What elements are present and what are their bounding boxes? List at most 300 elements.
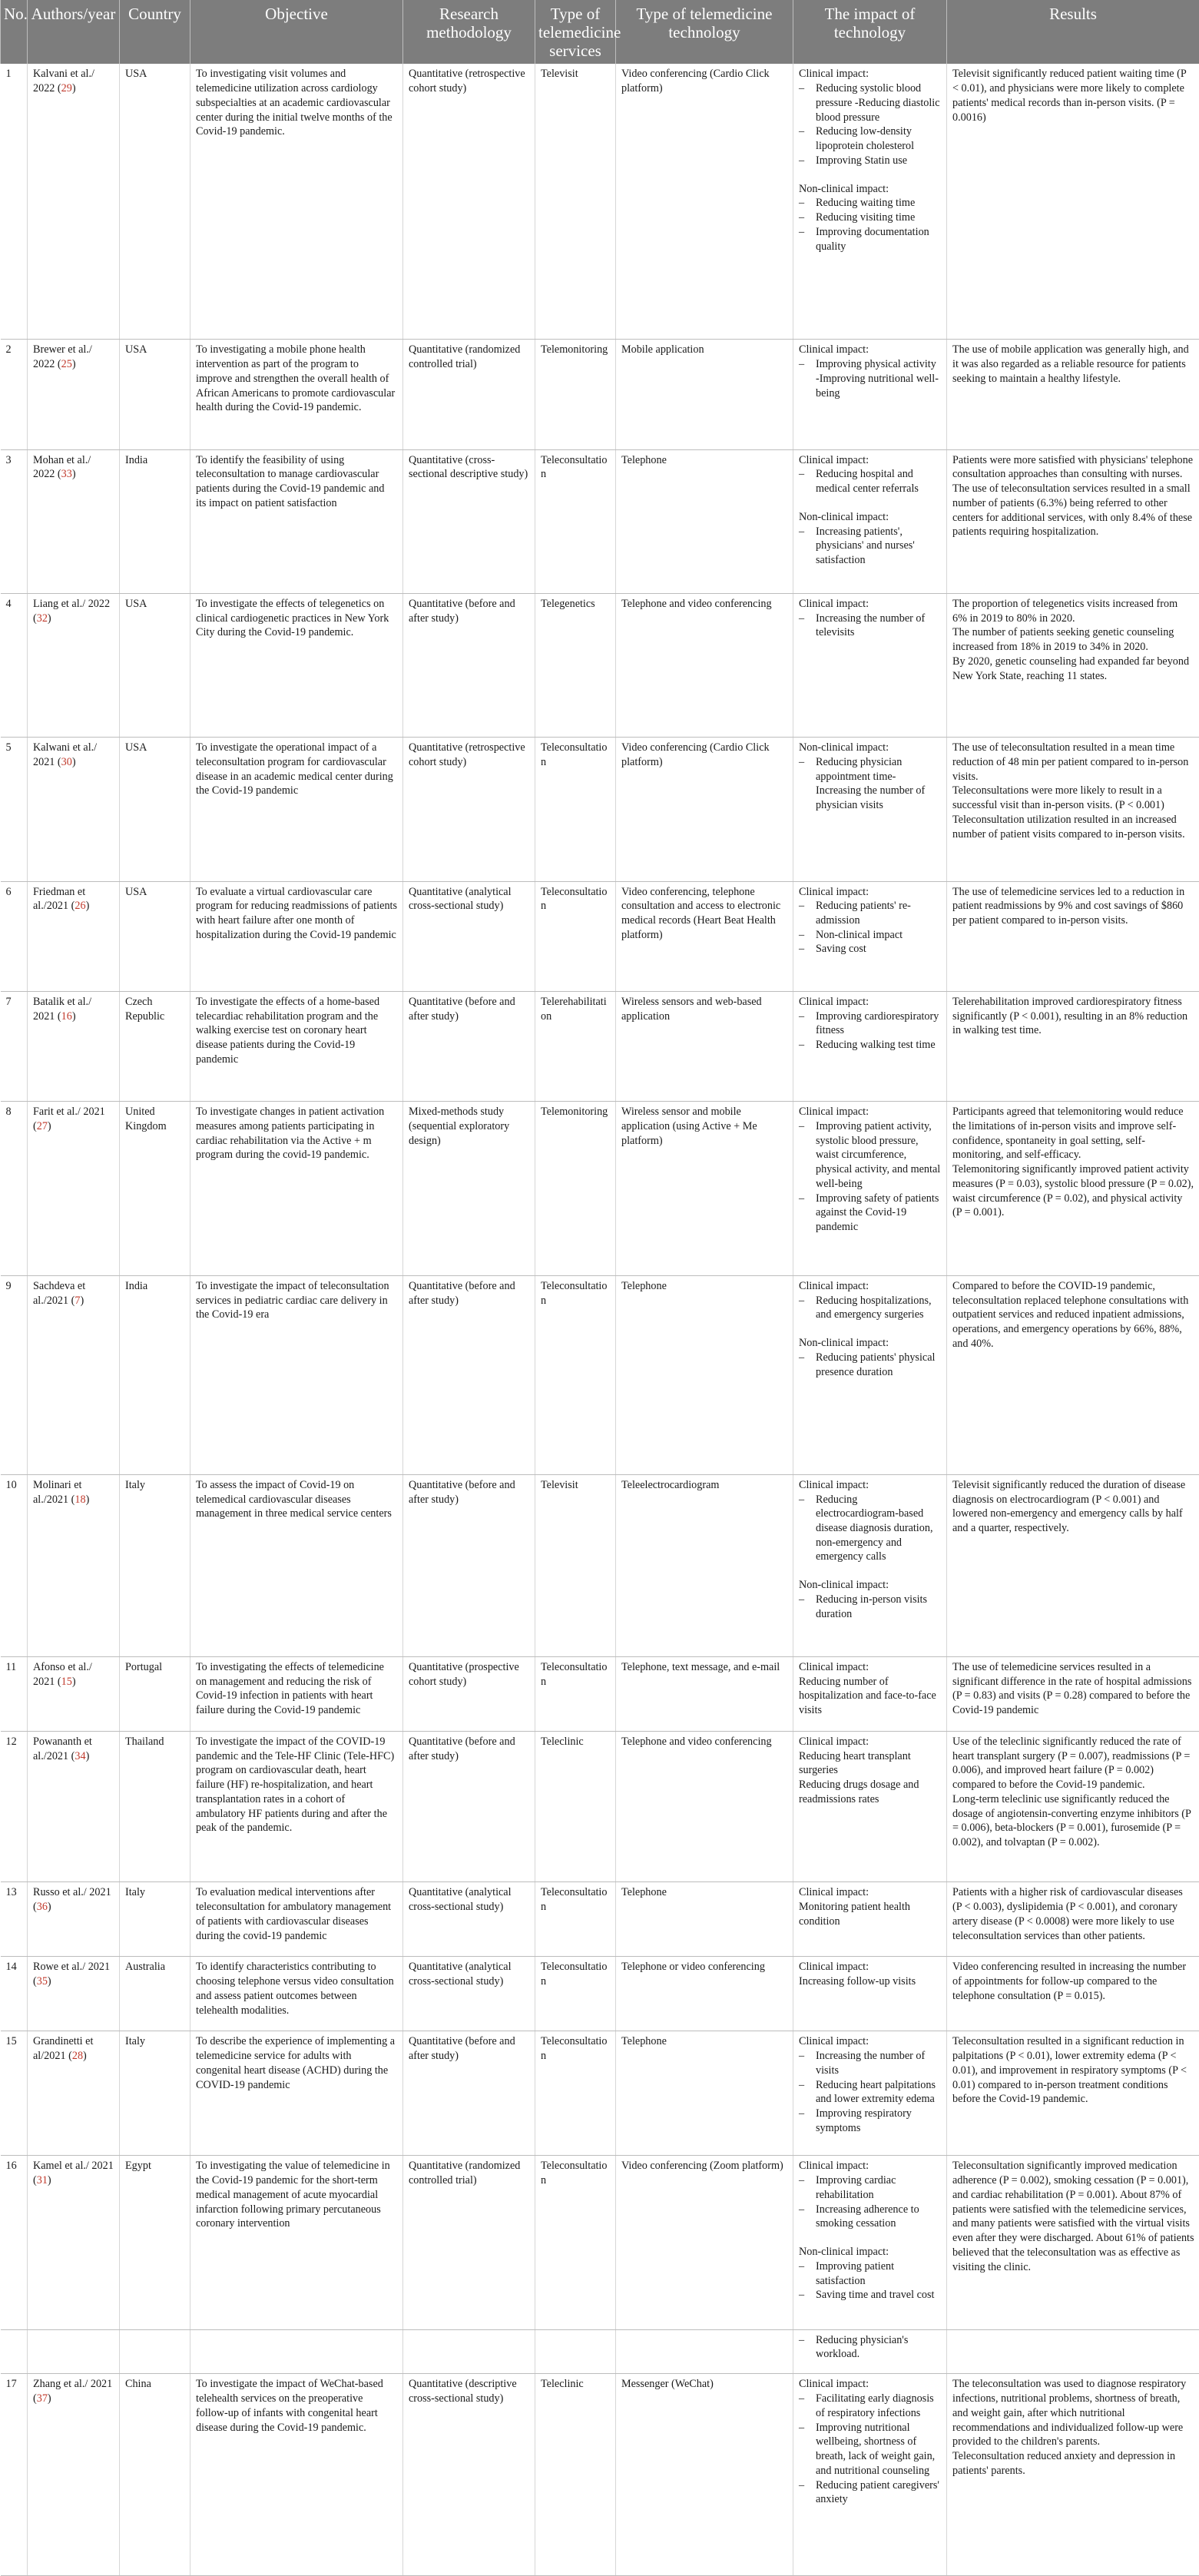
cell-country: Italy <box>120 2031 190 2156</box>
impact-heading: Clinical impact: <box>799 2035 869 2048</box>
cell-methodology: Quantitative (retrospective cohort study) <box>403 738 535 881</box>
table-row <box>1 991 1199 1101</box>
header-research-methodology: Research methodology <box>403 0 535 64</box>
cell-results <box>947 1275 1199 1474</box>
cell-no: 15 <box>1 2031 28 2156</box>
cell-objective: To investigate the effects of telegenetics on clinical cardiogenetic practices in New York City during the Covid-19 pandemic. <box>190 593 403 737</box>
table-header-row <box>1 0 1199 64</box>
cell-technology-type: Video conferencing (Cardio Click platform) <box>616 64 793 339</box>
impact-item: – Reducing visiting time <box>799 211 916 224</box>
impact-list <box>799 755 941 813</box>
reference-link[interactable]: 37 <box>36 2392 48 2405</box>
cell-impact <box>793 2156 947 2329</box>
cell-objective: To identify the feasibility of using teleconsultation to manage cardiovascular patients during the Covid-19 pandemic and its impact on patient satisfaction <box>190 449 403 593</box>
table-row <box>1 1275 1199 1474</box>
impact-item: – Facilitating early diagnosis of respiratory infections <box>799 2392 934 2419</box>
impact-item-text: Reducing patient caregivers' anxiety <box>816 2478 939 2506</box>
impact-list <box>799 1351 941 1379</box>
impact-list <box>799 612 941 640</box>
result-paragraph: Video conferencing resulted in increasing the number of appointments for follow-up compared to the telephone consultation (P = 0.015). <box>952 1961 1187 2002</box>
cell-methodology: Quantitative (before and after study) <box>403 1275 535 1474</box>
cell-objective: To investigating a mobile phone health intervention as part of the program to improve and strengthen the overall health of African Americans to promote cardiovascular health during the Covid-19 pandemic. <box>190 340 403 449</box>
impact-item-text: Reducing waiting time <box>816 197 916 210</box>
header-impact: The impact of technology <box>793 0 947 64</box>
table-row <box>1 1957 1199 2031</box>
impact-item-text: Reducing hospitalizations, and emergency surgeries <box>816 1294 932 1321</box>
cell-objective: To describe the experience of implementing a telemedicine service for adults with congenital heart disease (ACHD) during the COVID-19 pandemic <box>190 2031 403 2156</box>
cell-methodology: Quantitative (before and after study) <box>403 1731 535 1882</box>
table-row <box>1 2031 1199 2156</box>
author-text: Kamel et al./ 2021 <box>33 2160 114 2173</box>
cell-country <box>120 2329 190 2374</box>
cell-objective: To investigate the impact of teleconsultation services in pediatric cardiac care delivery in the Covid-19 era <box>190 1275 403 1474</box>
cell-results <box>947 64 1199 339</box>
impact-list <box>799 1119 941 1235</box>
cell-country: India <box>120 449 190 593</box>
cell-service-type: Teleconsultation <box>535 2031 616 2156</box>
cell-impact <box>793 1474 947 1656</box>
impact-list <box>799 2333 941 2362</box>
cell-objective <box>190 2329 403 2374</box>
impact-item-text: Increasing adherence to smoking cessation <box>816 2203 919 2230</box>
impact-item: – Reducing systolic blood pressure -Reducing diastolic blood pressure <box>799 82 940 124</box>
cell-technology-type: Teleelectrocardiogram <box>616 1474 793 1656</box>
result-paragraph: Telerehabilitation improved cardiorespiratory fitness significantly (P < 0.001), resulting in an 8% reduction in walking test time. <box>952 995 1188 1037</box>
impact-item: – Improving documentation quality <box>799 225 929 253</box>
impact-item: – Improving nutritional wellbeing, shortness of breath, lack of weight gain, and nutritional counseling <box>799 2421 936 2477</box>
result-paragraph: The use of telemedicine services resulted in a significant difference in the rate of hospital admissions (P = 0.83) and visits (P = 0.28) compared to before the Covid-19 pandemic <box>952 1660 1192 1716</box>
impact-item-text: Reducing physician's workload. <box>816 2333 909 2361</box>
result-paragraph: Participants agreed that telemonitoring would reduce the limitations of in-person visits and improve self-confidence, spontaneity in goal setting, self-monitoring, and self-efficacy. <box>952 1106 1184 1162</box>
cell-impact <box>793 2031 947 2156</box>
cell-no: 13 <box>1 1882 28 1957</box>
impact-heading: Non-clinical impact: <box>799 741 889 754</box>
impact-item-text: Reducing heart palpitations and lower extremity edema <box>816 2078 936 2106</box>
result-paragraph: Teleconsultation utilization resulted in an increased number of patient visits compared to in-person visits. <box>952 813 1185 840</box>
table-row <box>1 1731 1199 1882</box>
cell-country: Czech Republic <box>120 991 190 1101</box>
reference-link[interactable]: 29 <box>61 82 72 95</box>
cell-service-type: Teleclinic <box>535 2374 616 2576</box>
impact-item-text: Saving cost <box>816 943 866 956</box>
cell-objective: To investigate the impact of WeChat-based telehealth services on the preoperative follow-up of infants with congenital heart disease during the Covid-19 pandemic. <box>190 2374 403 2576</box>
cell-service-type: Teleconsultation <box>535 1656 616 1731</box>
cell-results <box>947 738 1199 881</box>
cell-impact <box>793 1656 947 1731</box>
cell-results <box>947 2031 1199 2156</box>
cell-methodology: Quantitative (before and after study) <box>403 593 535 737</box>
impact-item: – Reducing hospitalizations, and emergency surgeries <box>799 1294 932 1321</box>
impact-spacer <box>799 168 941 182</box>
impact-item: – Improving safety of patients against the Covid-19 pandemic <box>799 1192 939 1234</box>
impact-heading: Clinical impact: <box>799 1961 869 1974</box>
impact-heading: Clinical impact: <box>799 68 869 81</box>
cell-technology-type: Wireless sensors and web-based application <box>616 991 793 1101</box>
impact-item: – Reducing heart palpitations and lower extremity edema <box>799 2078 936 2106</box>
impact-item: – Improving physical activity -Improving nutritional well-being <box>799 358 939 399</box>
header-results: Results <box>947 0 1199 64</box>
author-text: Mohan et al./ 2022 <box>33 453 91 481</box>
cell-impact <box>793 2374 947 2576</box>
impact-heading: Clinical impact: <box>799 1279 869 1292</box>
author-text: Farit et al./ 2021 <box>33 1106 105 1119</box>
cell-impact <box>793 991 947 1101</box>
cell-no: 2 <box>1 340 28 449</box>
impact-heading: Clinical impact: <box>799 1106 869 1119</box>
cell-country: USA <box>120 738 190 881</box>
result-paragraph: The proportion of telegenetics visits increased from 6% in 2019 to 80% in 2020. <box>952 597 1178 625</box>
reference-link[interactable]: 25 <box>61 358 72 371</box>
result-paragraph: The use of telemedicine services led to a reduction in patient readmissions by 9% and cost savings of $860 per patient compared to in-person visits. <box>952 885 1185 927</box>
result-paragraph: Telemonitoring significantly improved patient activity measures (P = 0.03), systolic blood pressure (P = 0.02), waist circumference (P = 0.02), and physical activity (P = 0.001). <box>952 1163 1194 1219</box>
cell-authors-year: Zhang et al./ 2021 (37) <box>28 2374 120 2576</box>
cell-methodology: Quantitative (analytical cross-sectional study) <box>403 881 535 991</box>
cell-impact <box>793 2329 947 2374</box>
impact-item: – Reducing low-density lipoprotein cholesterol <box>799 125 915 153</box>
impact-heading: Non-clinical impact: <box>799 182 889 195</box>
impact-item-text: Reducing visiting time <box>816 211 916 224</box>
result-paragraph: Teleconsultations were more likely to result in a successful visit than in-person visits. (P < 0.001) <box>952 784 1164 812</box>
author-text: Sachdeva et al./2021 <box>33 1279 86 1307</box>
author-text: Russo et al./ 2021 <box>33 1886 111 1899</box>
cell-impact <box>793 1102 947 1276</box>
cell-no: 12 <box>1 1731 28 1882</box>
impact-spacer <box>799 1564 941 1578</box>
cell-technology-type: Telephone <box>616 1275 793 1474</box>
cell-no: 3 <box>1 449 28 593</box>
author-text: Rowe et al./ 2021 <box>33 1961 111 1974</box>
impact-item: – Reducing waiting time <box>799 197 916 210</box>
impact-item: – Increasing the number of visits <box>799 2050 926 2077</box>
author-text: Grandinetti et al/2021 <box>33 2035 94 2063</box>
cell-service-type: Teleconsultation <box>535 738 616 881</box>
cell-service-type: Teleclinic <box>535 1731 616 1882</box>
impact-item-text: Reducing patients' re-admission <box>816 900 911 927</box>
author-text: Batalik et al./ 2021 <box>33 995 92 1023</box>
cell-methodology: Mixed-methods study (sequential exploratory design) <box>403 1102 535 1276</box>
cell-country: Australia <box>120 1957 190 2031</box>
impact-spacer <box>799 1322 941 1336</box>
cell-service-type: Teleconsultation <box>535 2156 616 2329</box>
cell-no: 14 <box>1 1957 28 2031</box>
cell-no: 6 <box>1 881 28 991</box>
cell-impact <box>793 1957 947 2031</box>
cell-results <box>947 2374 1199 2576</box>
result-paragraph: Televisit significantly reduced patient waiting time (P < 0.01), and physicians were more likely to complete patients' medical records than in-person visits. (P = 0.0016) <box>952 68 1187 124</box>
result-paragraph: Teleconsultation reduced anxiety and depression in patients' parents. <box>952 2450 1176 2477</box>
impact-list <box>799 357 941 400</box>
cell-no <box>1 2329 28 2374</box>
cell-results <box>947 593 1199 737</box>
cell-technology-type: Telephone and video conferencing <box>616 1731 793 1882</box>
cell-objective: To investigate changes in patient activation measures among patients participating in cardiac rehabilitation via the Active + m program during the covid-19 pandemic. <box>190 1102 403 1276</box>
header-no: No. <box>1 0 28 64</box>
reference-link[interactable]: 7 <box>75 1294 81 1307</box>
impact-heading: Clinical impact: <box>799 1478 869 1491</box>
author-text: Zhang et al./ 2021 <box>33 2378 113 2391</box>
cell-no: 11 <box>1 1656 28 1731</box>
reference-link[interactable]: 32 <box>36 612 48 625</box>
result-paragraph: Long-term teleclinic use significantly reduced the dosage of angiotensin-converting enzyme inhibitors (P = 0.006), beta-blockers (P = 0.001), furosemide (P = 0.002), and tolvaptan (P = 0.002). <box>952 1792 1191 1848</box>
cell-objective: To evaluation medical interventions after teleconsultation for ambulatory management of patients with cardiovascular diseases during the covid-19 pandemic <box>190 1882 403 1957</box>
cell-methodology: Quantitative (before and after study) <box>403 991 535 1101</box>
impact-item-text: Increasing patients', physicians' and nurses' satisfaction <box>816 525 915 567</box>
reference-link[interactable]: 30 <box>61 755 72 768</box>
impact-item-text: Improving respiratory symptoms <box>816 2107 912 2134</box>
impact-item: – Improving patient satisfaction <box>799 2259 895 2287</box>
impact-item-text: Increasing the number of visits <box>816 2050 926 2077</box>
table-row <box>1 64 1199 339</box>
cell-methodology: Quantitative (analytical cross-sectional study) <box>403 1957 535 2031</box>
impact-list <box>799 1593 941 1621</box>
impact-list <box>799 2392 941 2507</box>
cell-authors-year: Liang et al./ 2022 (32) <box>28 593 120 737</box>
impact-item: – Reducing patient caregivers' anxiety <box>799 2478 939 2506</box>
cell-country: China <box>120 2374 190 2576</box>
impact-item-text: Improving Statin use <box>816 154 908 167</box>
impact-line: Monitoring patient health condition <box>799 1901 910 1928</box>
cell-authors-year: Batalik et al./ 2021 (16) <box>28 991 120 1101</box>
impact-list <box>799 2259 941 2302</box>
cell-country: USA <box>120 593 190 737</box>
cell-results <box>947 2156 1199 2329</box>
result-paragraph: Patients with a higher risk of cardiovascular diseases (P < 0.003), dyslipidemia (P < 0.001), and coronary artery disease (P < 0.0008) were more likely to use teleconsultation services than other patients. <box>952 1886 1183 1942</box>
impact-item-text: Reducing systolic blood pressure -Reducing diastolic blood pressure <box>816 82 940 124</box>
impact-heading: Clinical impact: <box>799 453 869 466</box>
impact-spacer <box>799 496 941 510</box>
cell-country: Portugal <box>120 1656 190 1731</box>
cell-methodology: Quantitative (randomized controlled trial) <box>403 340 535 449</box>
cell-service-type: Telemonitoring <box>535 1102 616 1276</box>
cell-no: 8 <box>1 1102 28 1276</box>
impact-list <box>799 2173 941 2231</box>
cell-no: 1 <box>1 64 28 339</box>
cell-service-type: Teleconsultation <box>535 1275 616 1474</box>
cell-authors-year: Afonso et al./ 2021 (15) <box>28 1656 120 1731</box>
impact-heading: Clinical impact: <box>799 1660 869 1673</box>
result-paragraph: Teleconsultation resulted in a significant reduction in palpitations (P < 0.01), lower extremity edema (P < 0.01), and improvement in respiratory symptoms (P < 0.01) compared to in-person treatment conditions before the Covid-19 pandemic. <box>952 2035 1187 2106</box>
cell-authors-year: Kalwani et al./ 2021 (30) <box>28 738 120 881</box>
cell-objective: To investigating the value of telemedicine in the Covid-19 pandemic for the short-term medical management of acute myocardial infarction following primary percutaneous coronary intervention <box>190 2156 403 2329</box>
cell-results <box>947 1957 1199 2031</box>
author-text: Friedman et al./2021 <box>33 885 86 913</box>
table-row <box>1 340 1199 449</box>
cell-objective: To investigating the effects of telemedicine on management and reducing the risk of Covid-19 infection in patients with heart failure during the Covid-19 pandemic <box>190 1656 403 1731</box>
result-paragraph: Teleconsultation significantly improved medication adherence (P = 0.002), smoking cessation (P = 0.001), and cardiac rehabilitation (P = 0.001). About 87% of patients were satisfied with the telemedicine services, and many patients were satisfied with the virtual visits even after they were discharged. About 61% of patients believed that the teleconsultation was as effective as visiting the clinic. <box>952 2160 1194 2273</box>
impact-item: – Increasing patients', physicians' and nurses' satisfaction <box>799 525 915 567</box>
cell-impact <box>793 449 947 593</box>
impact-list <box>799 899 941 956</box>
cell-objective: To investigate the operational impact of a teleconsultation program for cardiovascular disease in an academic medical center during the Covid-19 pandemic <box>190 738 403 881</box>
impact-item-text: Non-clinical impact <box>816 928 903 941</box>
impact-item: – Improving cardiac rehabilitation <box>799 2174 896 2201</box>
cell-country: United Kingdom <box>120 1102 190 1276</box>
cell-authors-year: Grandinetti et al/2021 (28) <box>28 2031 120 2156</box>
cell-authors-year: Rowe et al./ 2021 (35) <box>28 1957 120 2031</box>
cell-authors-year: Brewer et al./ 2022 (25) <box>28 340 120 449</box>
cell-technology-type: Messenger (WeChat) <box>616 2374 793 2576</box>
cell-no: 5 <box>1 738 28 881</box>
impact-heading: Non-clinical impact: <box>799 1579 889 1592</box>
cell-methodology: Quantitative (prospective cohort study) <box>403 1656 535 1731</box>
cell-methodology: Quantitative (cross-sectional descriptive study) <box>403 449 535 593</box>
cell-results <box>947 881 1199 991</box>
reference-link[interactable]: 15 <box>61 1675 72 1688</box>
cell-results <box>947 1731 1199 1882</box>
impact-heading: Clinical impact: <box>799 1886 869 1899</box>
reference-link[interactable]: 18 <box>75 1493 86 1506</box>
impact-item-text: Improving documentation quality <box>816 225 929 253</box>
impact-list <box>799 196 941 254</box>
impact-item: – Improving patient activity, systolic blood pressure, waist circumference, physical activity, and mental well-being <box>799 1119 941 1190</box>
cell-no: 17 <box>1 2374 28 2576</box>
impact-list <box>799 1493 941 1565</box>
table-row <box>1 738 1199 881</box>
cell-service-type: Teleconsultation <box>535 1882 616 1957</box>
cell-no: 16 <box>1 2156 28 2329</box>
cell-results <box>947 1102 1199 1276</box>
cell-technology-type <box>616 2329 793 2374</box>
reference-link[interactable]: 31 <box>36 2174 48 2187</box>
table-row <box>1 1656 1199 1731</box>
result-paragraph: The use of teleconsultation services resulted in a small number of patients (6.3%) being referred to other centers for additional services, with only 8.4% of these patients requiring hospitalization. <box>952 482 1193 539</box>
impact-item-text: Improving nutritional wellbeing, shortness of breath, lack of weight gain, and nutritional counseling <box>816 2421 936 2477</box>
table-row <box>1 593 1199 737</box>
reference-link[interactable]: 28 <box>71 2050 84 2063</box>
cell-authors-year: Powananth et al./2021 (34) <box>28 1731 120 1882</box>
cell-service-type: Telegenetics <box>535 593 616 737</box>
result-paragraph: Televisit significantly reduced the duration of disease diagnosis on electrocardiogram (P < 0.001) and lowered non-emergency and emergency calls by half and a quarter, respectively. <box>952 1478 1186 1534</box>
result-paragraph: The teleconsultation was used to diagnose respiratory infections, nutritional problems, shortness of breath, and weight gain, after which nutritional recommendations and individualized follow-up were provided to the children's parents. <box>952 2378 1187 2448</box>
author-text: Brewer et al./ 2022 <box>33 343 92 371</box>
cell-country: USA <box>120 340 190 449</box>
header-objective: Objective <box>190 0 403 64</box>
impact-item-text: Improving cardiorespiratory fitness <box>816 1010 939 1037</box>
impact-heading: Clinical impact: <box>799 885 869 898</box>
author-text: Afonso et al./ 2021 <box>33 1660 92 1688</box>
result-paragraph: The use of mobile application was generally high, and it was also regarded as a reliable resource for patients seeking to maintain a healthy lifestyle. <box>952 343 1189 385</box>
result-paragraph: Use of the teleclinic significantly reduced the rate of heart transplant surgery (P = 0.007), readmissions (P = 0.006), and improved heart failure (P = 0.002) compared to before the Covid-19 pandemic. <box>952 1735 1191 1792</box>
author-text: Kalwani et al./ 2021 <box>33 741 98 768</box>
table-row <box>1 1474 1199 1656</box>
cell-technology-type: Telephone, text message, and e-mail <box>616 1656 793 1731</box>
cell-service-type: Teleconsultation <box>535 449 616 593</box>
result-paragraph: The use of teleconsultation resulted in a mean time reduction of 48 min per patient compared to in-person visits. <box>952 741 1189 783</box>
cell-technology-type: Telephone or video conferencing <box>616 1957 793 2031</box>
reference-link[interactable]: 33 <box>61 468 72 481</box>
cell-service-type: Televisit <box>535 1474 616 1656</box>
cell-technology-type: Video conferencing (Cardio Click platform) <box>616 738 793 881</box>
impact-item: – Reducing electrocardiogram-based disease diagnosis duration, non-emergency and emergency calls <box>799 1493 933 1563</box>
cell-no: 9 <box>1 1275 28 1474</box>
impact-heading: Non-clinical impact: <box>799 2246 889 2259</box>
cell-country: Italy <box>120 1882 190 1957</box>
impact-item: – Reducing walking test time <box>799 1039 936 1052</box>
author-text: Powananth et al./2021 <box>33 1735 92 1762</box>
impact-item-text: Facilitating early diagnosis of respiratory infections <box>816 2392 934 2419</box>
result-paragraph: Compared to before the COVID-19 pandemic, teleconsultation replaced telephone consultations with outpatient services and reduced inpatient admissions, operations, and emergency operations by 66%, 88%, and 40%. <box>952 1279 1189 1350</box>
impact-item-text: Improving safety of patients against the Covid-19 pandemic <box>816 1192 939 1234</box>
impact-item-text: Improving physical activity -Improving nutritional well-being <box>816 358 939 399</box>
header-service-type: Type of telemedicine services <box>535 0 616 64</box>
cell-technology-type: Telephone and video conferencing <box>616 593 793 737</box>
result-paragraph: Patients were more satisfied with physicians' telephone consultation approaches than consulting with nurses. <box>952 453 1194 481</box>
cell-impact <box>793 738 947 881</box>
cell-authors-year: Sachdeva et al./2021 (7) <box>28 1275 120 1474</box>
impact-item-text: Reducing electrocardiogram-based disease diagnosis duration, non-emergency and emergency calls <box>816 1493 933 1563</box>
cell-impact <box>793 64 947 339</box>
impact-spacer <box>799 2231 941 2245</box>
header-country: Country <box>120 0 190 64</box>
impact-heading: Clinical impact: <box>799 2160 869 2173</box>
cell-objective: To evaluate a virtual cardiovascular care program for reducing readmissions of patients with heart failure after one month of hospitalization during the Covid-19 pandemic <box>190 881 403 991</box>
cell-methodology: Quantitative (retrospective cohort study) <box>403 64 535 339</box>
impact-list <box>799 81 941 167</box>
cell-no: 10 <box>1 1474 28 1656</box>
impact-item: – Increasing the number of televisits <box>799 612 926 639</box>
cell-methodology: Quantitative (before and after study) <box>403 1474 535 1656</box>
impact-item: – Saving time and travel cost <box>799 2289 935 2302</box>
impact-item: – Saving cost <box>799 943 866 956</box>
reference-link[interactable]: 36 <box>36 1901 48 1914</box>
cell-country: USA <box>120 64 190 339</box>
impact-item-text: Increasing the number of televisits <box>816 612 926 639</box>
reference-link[interactable]: 34 <box>75 1749 86 1762</box>
cell-impact <box>793 1275 947 1474</box>
cell-service-type: Telerehabilitation <box>535 991 616 1101</box>
cell-authors-year: Russo et al./ 2021 (36) <box>28 1882 120 1957</box>
cell-results <box>947 1474 1199 1656</box>
impact-list <box>799 525 941 568</box>
cell-impact <box>793 340 947 449</box>
table-row <box>1 1102 1199 1276</box>
cell-impact <box>793 881 947 991</box>
result-paragraph: The number of patients seeking genetic counseling increased from 18% in 2019 to 34% in 2020. <box>952 626 1174 654</box>
reference-link[interactable]: 35 <box>36 1975 48 1988</box>
cell-results <box>947 1882 1199 1957</box>
reference-link[interactable]: 27 <box>36 1119 48 1132</box>
impact-item: – Reducing patients' re-admission <box>799 900 911 927</box>
impact-item-text: Improving patient satisfaction <box>816 2259 895 2287</box>
impact-item-text: Improving patient activity, systolic blood pressure, waist circumference, physical activity, and mental well-being <box>816 1119 941 1190</box>
cell-service-type: Teleconsultation <box>535 1957 616 2031</box>
cell-technology-type: Wireless sensor and mobile application (using Active + Me platform) <box>616 1102 793 1276</box>
impact-item: – Non-clinical impact <box>799 928 903 941</box>
impact-line: Reducing number of hospitalization and face-to-face visits <box>799 1675 936 1716</box>
reference-link[interactable]: 26 <box>75 900 86 913</box>
cell-authors-year: Kamel et al./ 2021 (31) <box>28 2156 120 2329</box>
cell-no: 4 <box>1 593 28 737</box>
impact-list <box>799 1294 941 1322</box>
impact-line: Increasing follow-up visits <box>799 1975 916 1988</box>
author-text: Molinari et al./2021 <box>33 1478 82 1506</box>
cell-technology-type: Telephone <box>616 2031 793 2156</box>
cell-results <box>947 340 1199 449</box>
cell-country: Egypt <box>120 2156 190 2329</box>
cell-technology-type: Mobile application <box>616 340 793 449</box>
cell-country: USA <box>120 881 190 991</box>
cell-country: India <box>120 1275 190 1474</box>
reference-link[interactable]: 16 <box>61 1010 72 1023</box>
impact-item: – Reducing in-person visits duration <box>799 1593 928 1620</box>
cell-service-type: Teleconsultation <box>535 881 616 991</box>
impact-heading: Non-clinical impact: <box>799 1337 889 1350</box>
impact-item: – Reducing hospital and medical center referrals <box>799 468 919 496</box>
cell-authors-year: Friedman et al./2021 (26) <box>28 881 120 991</box>
impact-list <box>799 467 941 496</box>
cell-technology-type: Telephone <box>616 449 793 593</box>
table-row <box>1 2374 1199 2576</box>
